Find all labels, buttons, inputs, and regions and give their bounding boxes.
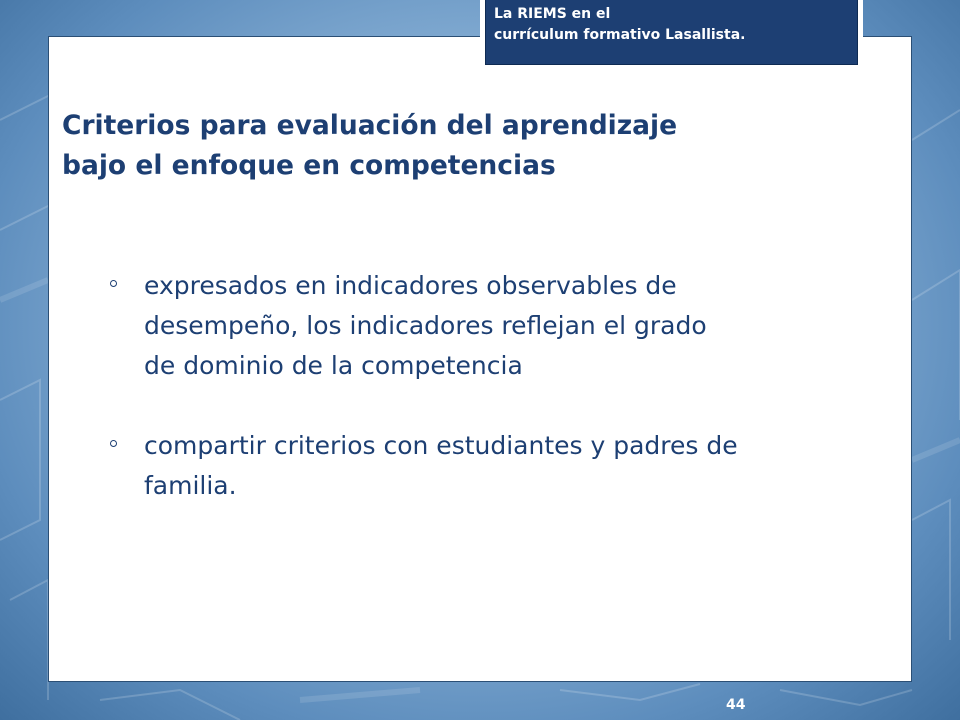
bullet-text <box>144 266 880 386</box>
header-banner-text <box>485 0 858 65</box>
header-line-1: La RIEMS en el <box>494 6 611 22</box>
bullet-1-line-3: de dominio de la competencia <box>144 351 523 380</box>
header-banner <box>480 0 863 70</box>
slide-title <box>62 106 862 186</box>
bullet-text <box>144 426 880 506</box>
page-number: 44 <box>726 697 746 713</box>
bullet-2-line-1: compartir criterios con estudiantes y padres de <box>144 431 738 460</box>
bullet-1-line-1: expresados en indicadores observables de <box>144 271 677 300</box>
header-line-2: currículum formativo Lasallista. <box>494 27 746 43</box>
circle-bullet-icon <box>110 440 117 447</box>
bullet-item <box>100 266 880 386</box>
bullet-item <box>100 426 880 506</box>
circle-bullet-icon <box>110 280 117 287</box>
slide-title-line-1: Criterios para evaluación del aprendizaje <box>62 110 678 141</box>
slide-title-line-2: bajo el enfoque en competencias <box>62 150 556 181</box>
bullet-1-line-2: desempeño, los indicadores reflejan el grado <box>144 311 707 340</box>
bullet-list <box>100 266 880 506</box>
bullet-2-line-2: familia. <box>144 471 237 500</box>
